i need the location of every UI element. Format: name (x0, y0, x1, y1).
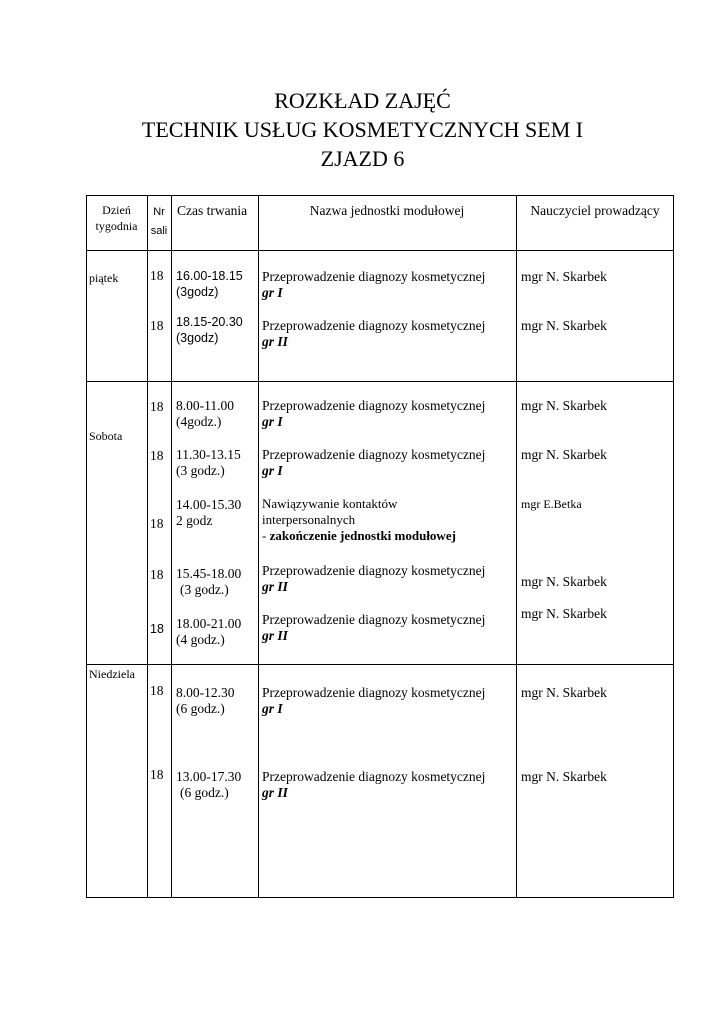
teacher-name: mgr N. Skarbek (521, 269, 607, 284)
teacher-name: mgr N. Skarbek (521, 769, 607, 784)
header-day: Dzień tygodnia (95, 203, 138, 233)
room-number: 18 (150, 399, 164, 414)
room-number: 18 (150, 448, 164, 463)
room-number: 18 (150, 516, 164, 531)
header-time: Czas trwania (177, 203, 248, 218)
column-divider (147, 195, 148, 898)
room-number: 18 (150, 683, 164, 698)
teacher-name: mgr N. Skarbek (521, 398, 607, 413)
time-range: 15.45-18.00 (3 godz.) (176, 566, 242, 597)
room-number: 18 (150, 318, 164, 333)
time-range: 16.00-18.15 (3godz) (176, 269, 243, 299)
day-friday: piątek (89, 271, 119, 285)
column-divider (171, 195, 172, 898)
header-module: Nazwa jednostki modułowej (309, 203, 465, 218)
teacher-name: mgr N. Skarbek (521, 318, 607, 333)
module-name: Przeprowadzenie diagnozy kosmetycznej gr II (262, 318, 486, 349)
row-divider (86, 664, 674, 665)
day-sunday: Niedziela (89, 667, 135, 681)
doc-title-line1: ROZKŁAD ZAJĘĆ (274, 88, 451, 113)
time-range: 18.15-20.30 (3godz) (176, 315, 243, 345)
module-name: Nawiązywanie kontaktów interpersonalnych - zakończenie jednostki modułowej (262, 496, 456, 543)
day-saturday: Sobota (89, 429, 123, 443)
room-number: 18 (150, 567, 164, 582)
time-range: 18.00-21.00 (4 godz.) (176, 616, 242, 647)
room-number: 18 (150, 622, 164, 636)
time-range: 8.00-11.00 (4godz.) (176, 398, 234, 429)
room-number: 18 (150, 268, 164, 283)
module-name: Przeprowadzenie diagnozy kosmetycznej gr II (262, 563, 486, 594)
teacher-name: mgr E.Betka (521, 497, 582, 511)
module-name: Przeprowadzenie diagnozy kosmetycznej gr II (262, 612, 486, 643)
time-range: 8.00-12.30 (6 godz.) (176, 685, 235, 716)
room-number: 18 (150, 767, 164, 782)
teacher-name: mgr N. Skarbek (521, 574, 607, 589)
time-range: 13.00-17.30 (6 godz.) (176, 769, 242, 800)
module-name: Przeprowadzenie diagnozy kosmetycznej gr I (262, 685, 486, 716)
header-room: Nr sali (150, 206, 168, 237)
column-divider (516, 195, 517, 898)
module-name: Przeprowadzenie diagnozy kosmetycznej gr I (262, 398, 486, 429)
header-teacher: Nauczyciel prowadzący (530, 203, 660, 218)
time-range: 14.00-15.30 2 godz (176, 497, 242, 528)
doc-title-line3: ZJAZD 6 (320, 146, 405, 171)
teacher-name: mgr N. Skarbek (521, 606, 607, 621)
module-name: Przeprowadzenie diagnozy kosmetycznej gr II (262, 769, 486, 800)
row-divider (86, 381, 674, 382)
teacher-name: mgr N. Skarbek (521, 447, 607, 462)
doc-title-line2: TECHNIK USŁUG KOSMETYCZNYCH SEM I (141, 117, 584, 142)
module-name: Przeprowadzenie diagnozy kosmetycznej gr I (262, 447, 486, 478)
time-range: 11.30-13.15 (3 godz.) (176, 447, 241, 478)
row-divider (86, 250, 674, 251)
module-name: Przeprowadzenie diagnozy kosmetycznej gr I (262, 269, 486, 300)
teacher-name: mgr N. Skarbek (521, 685, 607, 700)
column-divider (258, 195, 259, 898)
